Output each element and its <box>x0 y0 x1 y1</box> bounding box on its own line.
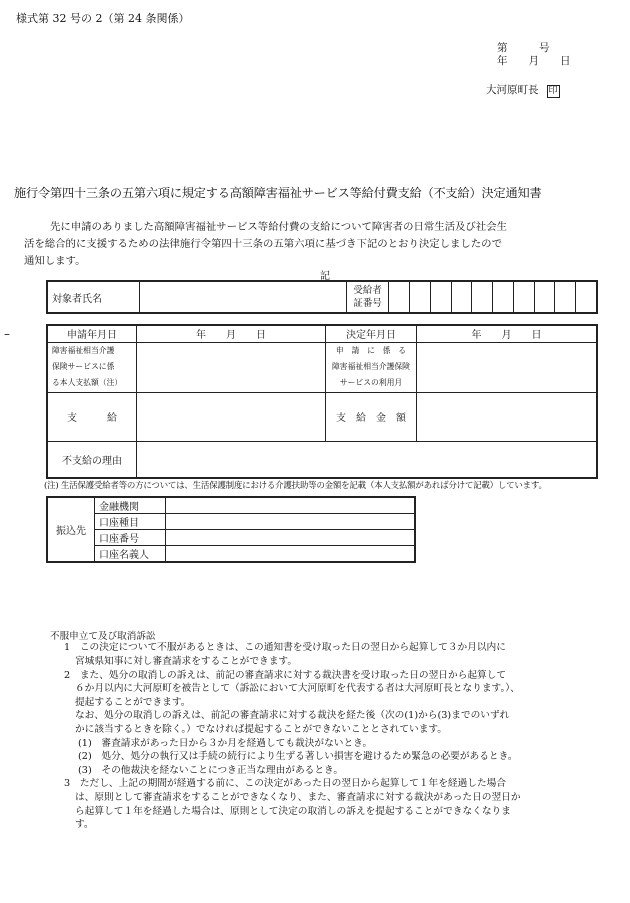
payment-label: 支 給 <box>47 392 137 441</box>
payment-amount-value <box>417 392 598 441</box>
usage-line: 障害福祉相当介護保険 <box>332 362 410 371</box>
digit-cell <box>493 281 514 313</box>
appeal-heading: 不服申立て及び取消訴訟 <box>50 631 156 642</box>
appeal-line: かに該当するときを除く。）でなければ提起することができないこととされています。 <box>75 724 447 735</box>
appeal-line: ６か月以内に大河原町を被告として（訴訟において大河原町を代表する者は大河原町長となります。）、 <box>75 683 520 694</box>
digit-cell <box>472 281 493 313</box>
decision-table <box>46 324 598 479</box>
appeal-line: 3 ただし、上記の期間が経過する前に、この決定があった日の翌日から起算して１年を経過した場合 <box>64 778 507 789</box>
digit-cell <box>451 281 472 313</box>
issuer-line <box>486 82 560 98</box>
digit-cell <box>513 281 534 313</box>
document-number: 第 号 <box>497 42 550 54</box>
appeal-line: (2) 処分、処分の執行又は手続の続行により生ずる著しい損害を避けるため緊急の必要があるとき。 <box>78 751 518 762</box>
digit-cell <box>389 281 410 313</box>
application-date-value: 年 月 日 <box>137 325 326 342</box>
usage-month-value <box>417 342 598 392</box>
name-label: 対象者氏名 <box>47 281 140 313</box>
appeal-line: 提起することができます。 <box>75 697 191 708</box>
intro-line: 先に申請のありました高額障害福祉サービス等給付費の支給について障害者の日常生活及び社会生 <box>50 221 507 233</box>
recipient-number-label <box>346 281 389 313</box>
transfer-row-value <box>166 546 416 563</box>
usage-line: サービスの利用月 <box>339 378 403 387</box>
digit-cell <box>555 281 576 313</box>
document-date: 年 月 日 <box>497 55 571 67</box>
transfer-row-label: 口座番号 <box>95 530 166 546</box>
transfer-row-value <box>166 497 416 514</box>
application-date-label: 申請年月日 <box>47 325 137 342</box>
appeal-line: なお、処分の取消しの訴えは、前記の審査請求に対する裁決を経た後（次の(1)から(3)までのいずれ <box>75 710 510 721</box>
appeal-line: す。 <box>75 819 94 830</box>
intro-line: 通知します。 <box>24 255 86 267</box>
seal-mark: 印 <box>548 86 558 96</box>
digit-cell <box>534 281 555 313</box>
appeal-line: (1) 審査請求があった日から３か月を経過しても裁決がないとき。 <box>78 738 373 749</box>
self-pay-line: る本人支払額（注） <box>52 378 123 387</box>
appeal-line: ら起算して１年を経過した場合は、原則として決定の取消しの訴えを提起することができなくなりま <box>75 806 511 817</box>
transfer-row-label: 金融機関 <box>95 497 166 514</box>
form-id: 様式第 32 号の 2（第 24 条関係） <box>16 12 190 25</box>
decision-date-label: 決定年月日 <box>326 325 417 342</box>
intro-line: 活を総合的に支援するための法律施行令第四十三条の五第六項に基づき下記のとおり決定しましたので <box>24 238 502 250</box>
name-cell <box>140 281 347 313</box>
transfer-row-value <box>166 514 416 530</box>
transfer-row-label: 口座名義人 <box>95 546 166 563</box>
appeal-line: は、原則として審査請求をすることができなくなり、また、審査請求に対する裁決があった日の翌日か <box>75 792 521 803</box>
decision-date-value: 年 月 日 <box>417 325 598 342</box>
appeal-line: 2 また、処分の取消しの訴えは、前記の審査請求に対する裁決書を受け取った日の翌日から起算して <box>64 670 507 681</box>
recipient-label-line: 証番号 <box>353 298 382 309</box>
margin-dash: – <box>4 327 10 341</box>
usage-line: 申 請 に 係 る <box>335 346 407 355</box>
digit-cell <box>430 281 451 313</box>
self-pay-line: 障害福祉相当介護 <box>52 346 115 355</box>
digit-cell <box>576 281 597 313</box>
usage-month-label <box>326 342 417 392</box>
document-title: 施行令第四十三条の五第六項に規定する高額障害福祉サービス等給付費支給（不支給）決定通知書 <box>14 186 542 200</box>
table-note: (注) 生活保護受給者等の方については、生活保護制度における介護扶助等の金額を記載（本人支払額があれば分けて記載）しています。 <box>44 481 547 491</box>
appeal-line: 1 この決定について不服があるときは、この通知書を受け取った日の翌日から起算して３か月以内に <box>64 642 506 653</box>
appeal-line: 宮城県知事に対し審査請求をすることができます。 <box>75 656 298 667</box>
recipient-table <box>46 280 598 314</box>
self-pay-line: 保険サービスに係 <box>52 362 115 371</box>
payment-value <box>137 392 326 441</box>
reason-value <box>137 441 598 478</box>
recipient-label-line: 受給者 <box>353 285 382 296</box>
transfer-row-label: 口座種目 <box>95 514 166 530</box>
issuer-name: 大河原町長 <box>486 84 539 96</box>
digit-cell <box>410 281 431 313</box>
appeal-line: (3) その他裁決を経ないことにつき正当な理由があるとき。 <box>78 765 344 776</box>
reason-label: 不支給の理由 <box>47 441 137 478</box>
self-pay-value <box>137 342 326 392</box>
intro-paragraph <box>24 219 590 270</box>
payment-amount-label: 支 給 金 額 <box>326 392 417 441</box>
transfer-row-value <box>166 530 416 546</box>
transfer-label: 振込先 <box>47 497 95 562</box>
self-pay-label <box>47 342 137 392</box>
transfer-table <box>46 496 416 563</box>
ki-heading: 記 <box>320 271 330 282</box>
